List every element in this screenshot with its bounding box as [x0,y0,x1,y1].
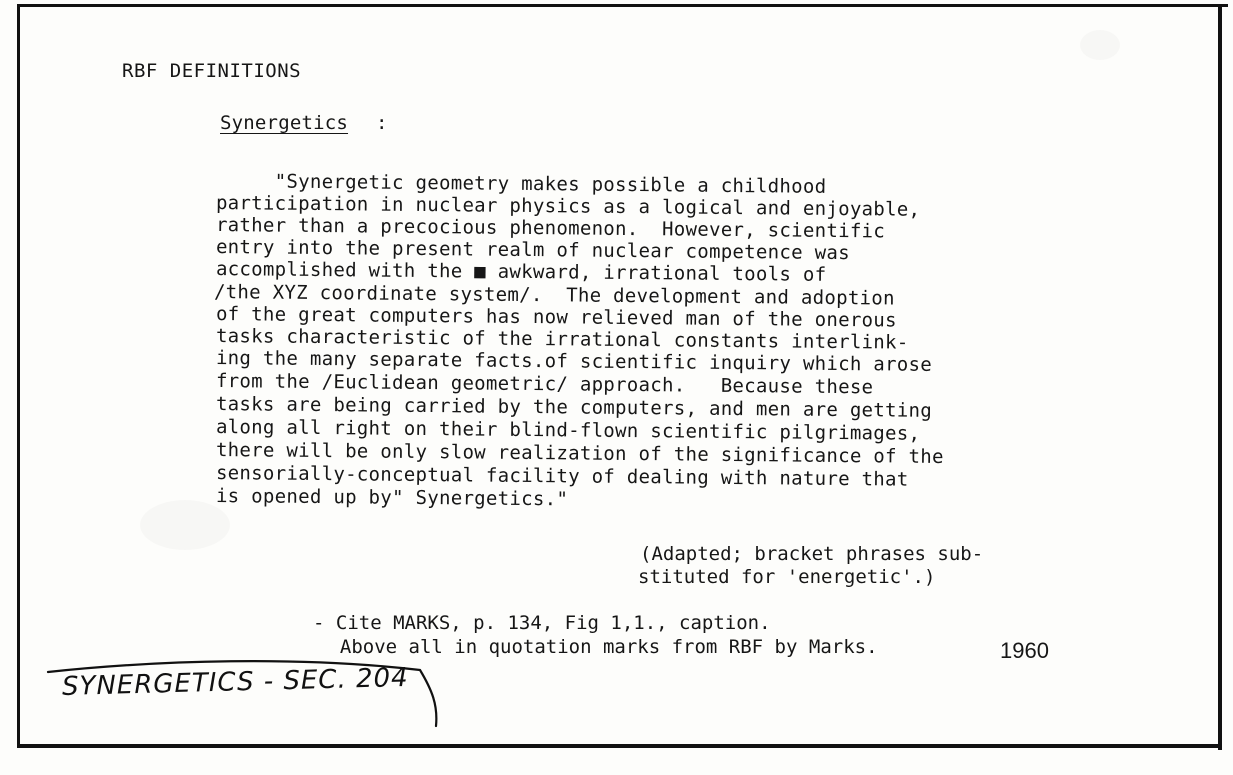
body-line: entry into the present realm of nuclear competence was [215,236,850,265]
frame-bottom-border [17,744,1222,748]
citation-line: - Cite MARKS, p. 134, Fig 1,1., caption. [313,612,771,634]
body-line: is opened up by" Synergetics." [215,485,569,511]
body-line: along all right on their blind-flown scientific pilgrimages, [215,416,921,445]
frame-right-border [1218,4,1222,750]
paper-smudge [140,500,230,550]
paper-smudge [1080,30,1120,60]
body-line: from the /Euclidean geometric/ approach. Because these [215,370,874,399]
handwritten-section-label: SYNERGETICS - SEC. 204 [61,662,410,702]
body-line: of the great computers has now relieved man of the onerous [215,303,897,332]
body-line: there will be only slow realization of the significance of the [215,439,944,468]
frame-top-border [18,4,1228,7]
body-line: tasks characteristic of the irrational constants interlink- [215,325,909,354]
body-line: /the XYZ coordinate system/. The development and adoption [213,281,895,310]
frame-left-border [17,4,20,746]
section-title-colon: : [376,112,388,134]
adapted-note-line: stituted for 'energetic'.) [638,566,936,588]
body-line: "Synergetic geometry makes possible a childhood [215,170,827,198]
section-title: Synergetics [220,112,349,134]
adapted-note-line: (Adapted; bracket phrases sub- [640,543,984,565]
body-line: rather than a precocious phenomenon. However, scientific [215,214,886,243]
body-line: sensorially-conceptual facility of dealing with nature that [215,462,909,491]
body-line: participation in nuclear physics as a logical and enjoyable, [215,192,921,221]
body-line: ing the many separate facts.of scientific inquiry which arose [215,347,933,376]
citation-year: 1960 [1000,638,1049,663]
body-line: tasks are being carried by the computers, and men are getting [215,393,933,422]
citation-line: Above all in quotation marks from RBF by Marks. [317,636,878,658]
document-heading: RBF DEFINITIONS [122,60,302,82]
body-line: accomplished with the ■ awkward, irrational tools of [215,258,827,286]
